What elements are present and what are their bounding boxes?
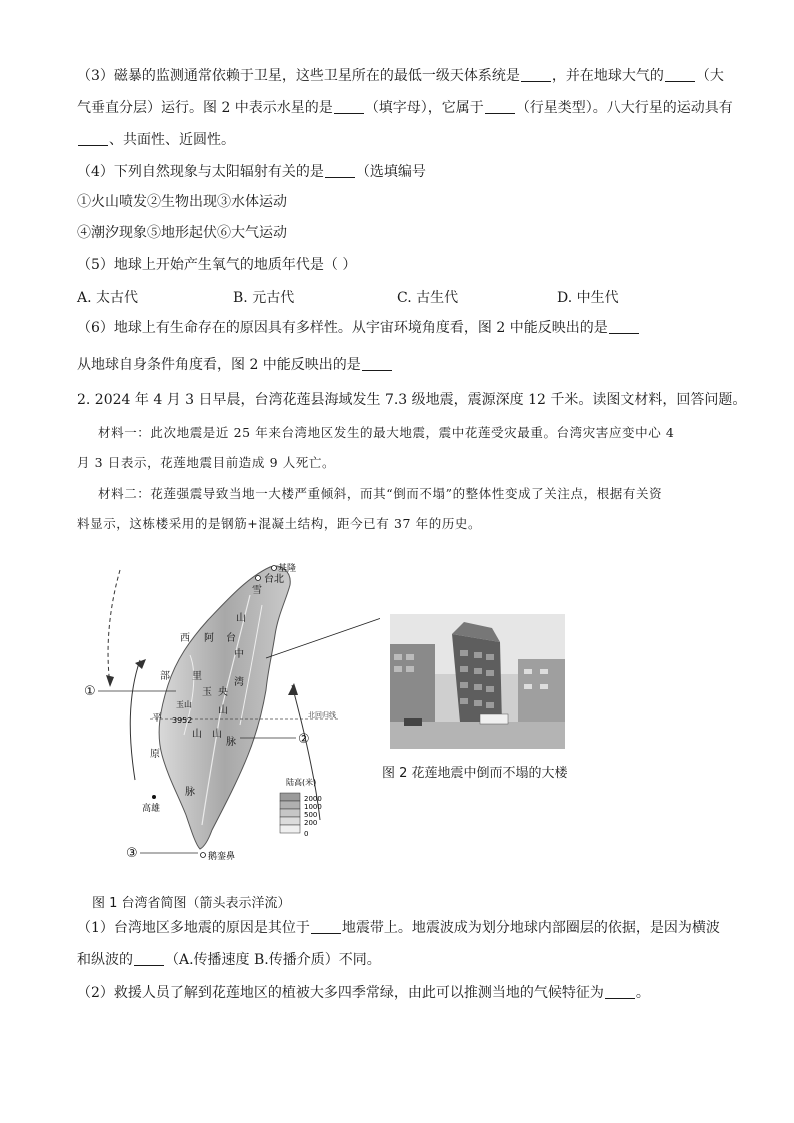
city-kaohsiung: 高雄	[142, 804, 161, 814]
q1-part3-line2: 气垂直分层）运行。图 2 中表示水星的是 （填字母），它属于 （行星类型）。八大行星的运动具有	[77, 100, 733, 116]
answer-blank[interactable]	[609, 319, 639, 334]
marker-2: ②	[298, 732, 310, 747]
svg-text:平: 平	[152, 713, 162, 724]
svg-text:原: 原	[150, 749, 160, 760]
material-2-line1: 材料二：花莲强震导致当地一大楼严重倾斜，而其“倒而不塌”的整体性变成了关注点，根据有关资	[98, 486, 663, 501]
answer-blank[interactable]	[325, 163, 355, 178]
option-b[interactable]: B. 元古代	[233, 290, 295, 306]
city-eluanbi: 鹅銮鼻	[208, 852, 236, 862]
elevation-legend	[280, 793, 322, 838]
option-a[interactable]: A. 太古代	[77, 290, 139, 306]
answer-blank[interactable]	[334, 99, 364, 114]
q1-part5: （5）地球上开始产生氧气的地质年代是（ ）	[77, 257, 357, 273]
svg-text:阿: 阿	[204, 633, 214, 644]
peak-name: 玉山	[176, 700, 192, 709]
svg-text:里: 里	[192, 671, 202, 682]
answer-blank[interactable]	[521, 67, 551, 82]
svg-text:500: 500	[304, 811, 318, 819]
svg-text:台: 台	[226, 633, 236, 644]
connector-line	[266, 615, 380, 658]
marker-1: ①	[84, 684, 96, 699]
marker-3: ③	[126, 846, 138, 861]
svg-text:山: 山	[212, 729, 222, 740]
svg-text:1000: 1000	[304, 803, 322, 811]
option-c[interactable]: C. 古生代	[397, 290, 459, 306]
q1-part3-line3: 、共面性、近圆性。	[77, 130, 235, 150]
material-1-line1: 材料一：此次地震是近 25 年来台湾地区发生的最大地震，震中花莲受灾最重。台湾灾害应变中心 4	[98, 425, 675, 440]
figure-1-caption: 图 1 台湾省简图（箭头表示洋流）	[92, 896, 291, 911]
city-taipei: 台北	[264, 574, 284, 585]
material-1-line2: 月 3 日表示，花莲地震目前造成 9 人死亡。	[77, 455, 336, 470]
svg-text:中: 中	[234, 649, 244, 660]
figure-2-caption: 图 2 花莲地震中倒而不塌的大楼	[382, 766, 568, 781]
q1-part4-options1: ①火山喷发②生物出现③水体运动	[77, 194, 287, 210]
answer-blank[interactable]	[605, 984, 635, 999]
option-d[interactable]: D. 中生代	[557, 290, 619, 306]
answer-blank[interactable]	[311, 919, 341, 934]
tropic-label: 北回归线	[308, 711, 336, 719]
svg-text:0: 0	[304, 830, 309, 838]
svg-text:山: 山	[236, 613, 246, 624]
tilted-building-photo	[390, 614, 565, 749]
q1-part6-line1: （6）地球上有生命存在的原因具有多样性。从宇宙环境角度看，图 2 中能反映出的是	[77, 318, 640, 338]
legend-title: 陆高(米)	[286, 778, 317, 787]
q2-part1-line2: 和纵波的 （A.传播速度 B.传播介质）不同。	[77, 952, 381, 968]
svg-text:200: 200	[304, 819, 318, 827]
svg-text:雪: 雪	[252, 585, 262, 596]
svg-text:山: 山	[192, 729, 202, 740]
q1-part6-line2: 从地球自身条件角度看，图 2 中能反映出的是	[77, 355, 393, 375]
svg-text:部: 部	[160, 671, 170, 682]
q1-part3-line1: （3）磁暴的监测通常依赖于卫星，这些卫星所在的最低一级天体系统是 ，并在地球大气的 （大	[77, 68, 724, 84]
svg-text:山: 山	[218, 705, 228, 716]
taiwan-map-figure	[80, 545, 380, 875]
svg-text:西: 西	[180, 633, 190, 644]
answer-blank[interactable]	[485, 99, 515, 114]
q2-stem: 2. 2024 年 4 月 3 日早晨，台湾花莲县海域发生 7.3 级地震，震源深度 12 千米。读图文材料，回答问题。	[77, 392, 747, 408]
q1-part4-options2: ④潮汐现象⑤地形起伏⑥大气运动	[77, 225, 287, 241]
svg-text:脉: 脉	[185, 787, 195, 798]
svg-text:脉: 脉	[226, 737, 236, 748]
q2-part1-line1: （1）台湾地区多地震的原因是其位于 地震带上。地震波成为划分地球内部圈层的依据，是因为横波	[77, 920, 720, 936]
answer-blank[interactable]	[134, 951, 164, 966]
svg-text:玉: 玉	[202, 687, 212, 698]
material-2-line2: 料显示，这栋楼采用的是钢筋+混凝土结构，距今已有 37 年的历史。	[77, 516, 482, 531]
peak-height: 3952	[172, 716, 193, 725]
q1-part4: （4）下列自然现象与太阳辐射有关的是 （选填编号	[77, 164, 426, 180]
answer-blank[interactable]	[665, 67, 695, 82]
answer-blank[interactable]	[78, 131, 108, 146]
answer-blank[interactable]	[362, 356, 392, 371]
city-keelung: 基隆	[278, 564, 297, 574]
svg-text:央: 央	[218, 687, 228, 698]
svg-text:2000: 2000	[304, 795, 322, 803]
svg-text:湾: 湾	[234, 677, 244, 688]
q2-part2: （2）救援人员了解到花莲地区的植被大多四季常绿，由此可以推测当地的气候特征为 。	[77, 985, 650, 1001]
